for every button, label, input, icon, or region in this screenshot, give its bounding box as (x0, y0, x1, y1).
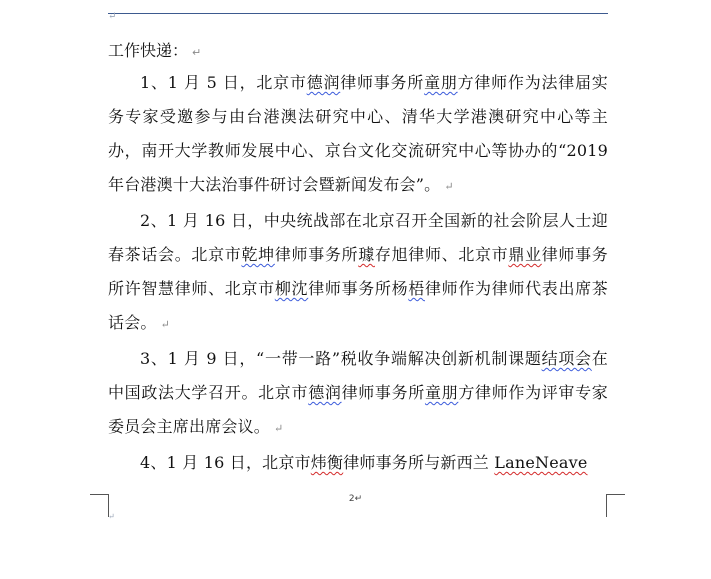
section-heading (108, 36, 608, 66)
spellcheck-flagged-word: 柳沈 (274, 279, 309, 298)
spellcheck-flagged-word: 炜衡 (310, 453, 344, 472)
paragraph (108, 66, 608, 204)
text-run: 律师事务所杨 (308, 279, 409, 298)
spellcheck-flagged-word: 乾坤 (241, 245, 275, 264)
spellcheck-flagged-word: 梧 (408, 279, 425, 298)
header-paragraph-mark: ↵ (108, 11, 117, 22)
paragraph-mark-icon: ↵ (192, 46, 202, 59)
spellcheck-flagged-word: 德润 (306, 73, 341, 92)
page-number (0, 494, 711, 504)
paragraph-mark-icon: ↵ (160, 318, 171, 331)
paragraph-list (108, 66, 608, 480)
paragraph-mark-icon: ↵ (444, 180, 454, 193)
paragraph (108, 446, 608, 480)
paragraph (108, 204, 608, 342)
header-rule (108, 13, 608, 14)
text-run: 律师事务所 (340, 73, 425, 92)
spellcheck-flagged-word: 童朋 (424, 383, 459, 402)
text-run: 方律师作为法律届实务专家受邀参与由台港澳法研究中心、清华大学港澳研究中心等主办，南开大学教师发展中心、京台文化交流研究中心等协办的“2019 年台港澳十大法治事件研讨会暨新闻发布会”。 (108, 73, 608, 194)
text-run: 1、1 月 5 日，北京市 (140, 73, 307, 92)
text-run: 律师事务所许智慧律师、北京市 (108, 245, 608, 298)
text-run: 律师作为律师代表出席茶话会。 (108, 279, 609, 332)
text-run: 在中国政法大学召开。北京市 (108, 349, 608, 402)
spellcheck-flagged-word: LaneNeave (494, 453, 588, 472)
spellcheck-flagged-word: 童朋 (424, 73, 458, 92)
spellcheck-flagged-word: 璩 (358, 245, 375, 264)
text-run: 律师事务所与新西兰 (343, 453, 495, 472)
page-number-mark-icon: ↵ (354, 494, 363, 504)
text-run: 律师事务所 (274, 245, 359, 264)
text-run: 4、1 月 16 日，北京市 (140, 453, 311, 472)
spellcheck-flagged-word: 德润 (308, 383, 342, 402)
section-heading-text: 工作快递： (108, 41, 189, 60)
text-run: 方律师作为评审专家委员会主席出席会议。 (108, 383, 608, 436)
text-run: 律师事务所 (341, 383, 425, 402)
text-run: 2、1 月 16 日，中央统战部在北京召开全国新的社会阶层人士迎春茶话会。北京市 (108, 211, 608, 264)
paragraph-mark-icon: ↵ (274, 422, 284, 435)
spellcheck-flagged-word: 结项会 (541, 349, 592, 368)
text-run: 3、1 月 9 日，“一带一路”税收争端解决创新机制课题 (140, 349, 542, 368)
paragraph (108, 342, 608, 446)
text-run: 存旭律师、北京市 (374, 245, 509, 264)
footer-paragraph-mark: ↵ (108, 512, 115, 521)
document-body[interactable] (108, 36, 608, 480)
page-number-value: 2 (348, 494, 355, 504)
spellcheck-flagged-word: 鼎业 (508, 245, 542, 264)
